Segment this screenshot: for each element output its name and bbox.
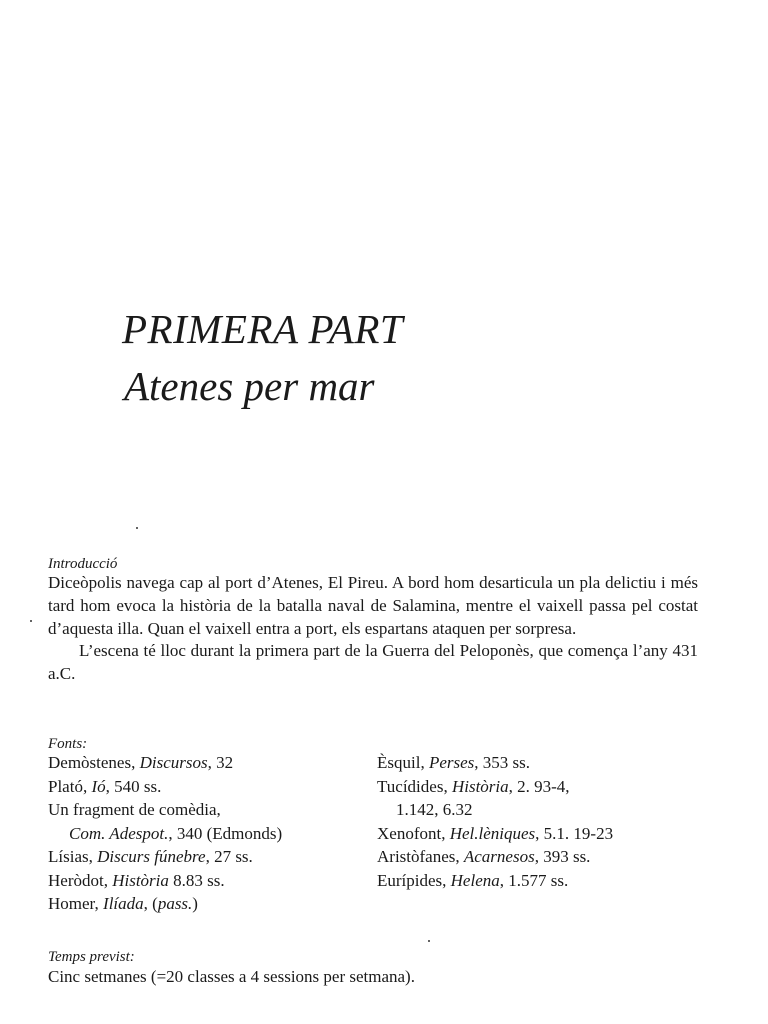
scan-speck	[428, 940, 430, 942]
source-entry: Aristòfanes, Acarnesos, 393 ss.	[377, 847, 591, 866]
source-entry: Xenofont, Hel.lèniques, 5.1. 19-23	[377, 823, 614, 843]
source-entry: Tucídides, Història, 2. 93-4,	[377, 776, 570, 796]
schedule-label: Temps previst:	[48, 949, 135, 965]
source-entry: Un fragment de comèdia,	[48, 800, 221, 819]
scan-speck	[136, 527, 138, 529]
source-entry-continuation: Com. Adespot., 340 (Edmonds)	[69, 823, 283, 843]
sources-right-column	[377, 751, 613, 892]
source-entry: Heròdot, Història 8.83 ss.	[48, 870, 225, 890]
introduction-label: Introducció	[48, 556, 118, 572]
sources-left-column	[48, 751, 282, 916]
source-entry-continuation: 1.142, 6.32	[396, 800, 473, 819]
scan-speck	[30, 620, 32, 622]
source-entry: Èsquil, Perses, 353 ss.	[377, 753, 531, 772]
part-heading: PRIMERA PART	[122, 306, 404, 352]
introduction-paragraph: L’escena té lloc durant la primera part de la Guerra del Peloponès, que comença l’any 431 a.C.	[48, 641, 698, 684]
source-entry: Demòstenes, Discursos, 32	[48, 753, 234, 772]
sources-label: Fonts:	[48, 736, 88, 752]
introduction-text	[48, 572, 698, 686]
source-entry: Homer, Ilíada, (pass.)	[48, 894, 198, 913]
schedule-text: Cinc setmanes (=20 classes a 4 sessions per setmana).	[48, 967, 415, 986]
source-entry: Plató, Ió, 540 ss.	[48, 776, 162, 796]
part-title: Atenes per mar	[124, 363, 375, 409]
introduction-paragraph: Diceòpolis navega cap al port d’Atenes, El Pireu. A bord hom desarticula un pla delictiu i més tard hom evoca la història de la batalla naval de Salamina, mentre el vaixell passa pel costat d’aquesta illa. Quan el vaixell entra a port, els espartans ataquen per sorpresa.	[48, 573, 698, 638]
source-entry: Eurípides, Helena, 1.577 ss.	[377, 870, 569, 890]
source-entry: Lísias, Discurs fúnebre, 27 ss.	[48, 847, 253, 866]
